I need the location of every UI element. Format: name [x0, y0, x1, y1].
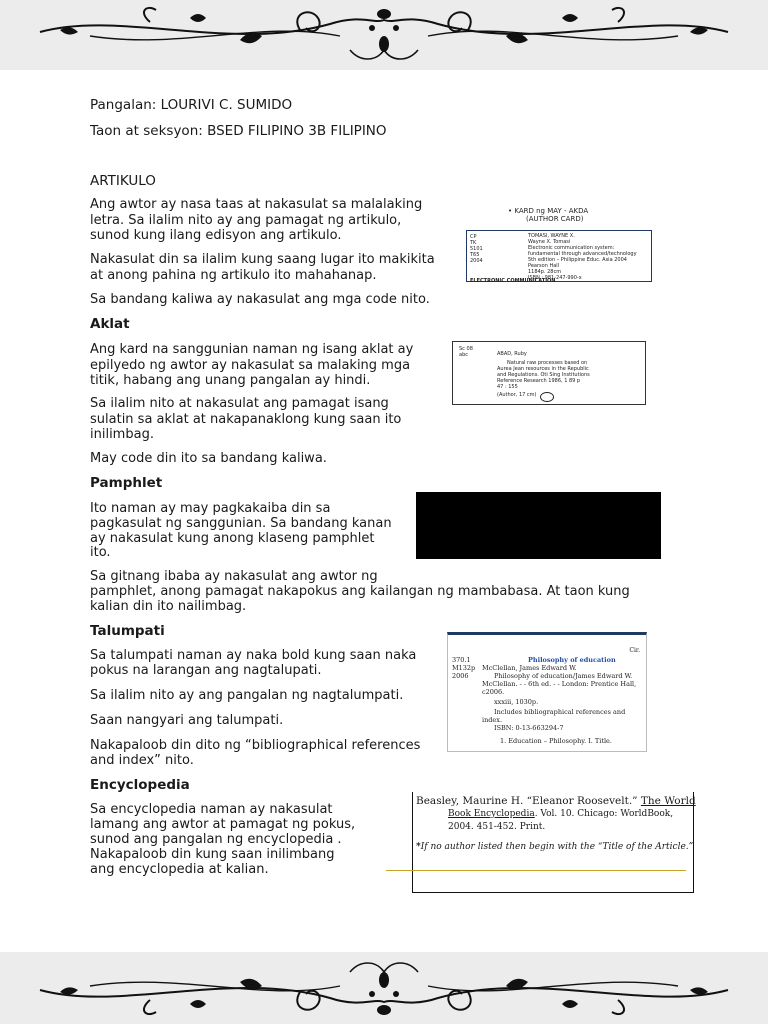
- card-line: Philosophy of education/James Edward W.: [494, 672, 633, 680]
- card-code: TK: [470, 240, 477, 246]
- pamphlet-line: Ito naman ay may pagkakaiba din sa: [90, 501, 331, 516]
- citation-author-title: Beasley, Maurine H. “Eleanor Roosevelt.”: [416, 795, 638, 807]
- encyclopedia-line: ang encyclopedia at kalian.: [90, 862, 269, 877]
- author-card-subtitle: (AUTHOR CARD): [526, 215, 584, 223]
- card-cir: Cir.: [629, 647, 640, 654]
- flourish-ornament-icon: [0, 0, 768, 70]
- artikulo-line: at anong pahina ng artikulo ito mahahanap.: [90, 267, 377, 283]
- card-code: 370.1: [452, 656, 471, 664]
- artikulo-line: letra. Sa ilalim nito ay ang pamagat ng artikulo,: [90, 212, 402, 228]
- encyclopedia-line: Sa encyclopedia naman ay nakasulat: [90, 802, 333, 817]
- card-line: 1. Education – Philosophy. I. Title.: [500, 737, 612, 745]
- note-text: If no author listed then begin with the “Title of the Article.”: [420, 842, 694, 852]
- card-line: ISBN : 981-247-990-x: [528, 275, 582, 281]
- artikulo-line: Nakasulat din sa ilalim kung saang lugar ito makikita: [90, 252, 435, 267]
- citation-year-pages: 2004. 451-452. Print.: [448, 822, 546, 832]
- aklat-line: inilimbag.: [90, 427, 154, 442]
- artikulo-heading: ARTIKULO: [90, 173, 156, 189]
- aklat-heading: Aklat: [90, 316, 130, 332]
- card-line: 1184p. 28cm: [528, 269, 562, 275]
- artikulo-line: sunod kung ilang edisyon ang artikulo.: [90, 228, 342, 243]
- card-line: index.: [482, 716, 503, 724]
- card-note: (Author, 17 cm): [497, 392, 537, 398]
- card-code: 5101: [470, 246, 483, 252]
- talumpati-line: Saan nangyari ang talumpati.: [90, 713, 284, 728]
- card-line: ISBN: 0-13-663294-7: [494, 724, 564, 732]
- aklat-line: Sa ilalim nito at nakasulat ang pamagat isang: [90, 396, 389, 411]
- pamphlet-line: pagkasulat ng sanggunian. Sa bandang kanan: [90, 516, 392, 531]
- talumpati-line: Sa ilalim nito ay ang pangalan ng nagtalumpati.: [90, 688, 404, 703]
- talumpati-line: and index” nito.: [90, 753, 194, 768]
- encyclopedia-heading: Encyclopedia: [90, 777, 190, 793]
- card-line: and Regulations. Oti Sing Institutions: [497, 372, 590, 378]
- card-code: M132p: [452, 664, 476, 672]
- author-card-title: • KARD ng MAY - AKDA: [508, 207, 589, 215]
- pamphlet-heading: Pamphlet: [90, 475, 163, 491]
- card-author: ABAD, Ruby: [497, 351, 527, 357]
- book-card-image: [452, 341, 646, 405]
- pamphlet-line: Sa gitnang ibaba ay nakasulat ang awtor ng: [90, 569, 378, 584]
- card-line: Wayne X. Tomasi: [528, 239, 571, 245]
- card-hole-icon: [540, 392, 554, 402]
- encyclopedia-citation-line2: [448, 809, 673, 819]
- aklat-line: titik, habang ang unang pangalan ay hindi.: [90, 373, 371, 388]
- card-line: fundamental through advanced/technology: [528, 251, 637, 257]
- encyclopedia-line: sunod ang pangalan ng encyclopedia .: [90, 832, 342, 847]
- speech-card-image: [447, 632, 647, 752]
- aklat-line: sulatin sa aklat at nakapanaklong kung saan ito: [90, 411, 402, 427]
- pamphlet-line: kalian din ito nailimbag.: [90, 599, 247, 614]
- flourish-ornament-icon: [0, 952, 768, 1024]
- card-line: 47 : 155: [497, 384, 518, 390]
- talumpati-heading: Talumpati: [90, 623, 165, 639]
- card-line: Pearson Hall: [528, 263, 560, 269]
- citation-encyclopedia-name: Book Encyclopedia: [448, 809, 535, 819]
- artikulo-line: Ang awtor ay nasa taas at nakasulat sa malalaking: [90, 197, 423, 212]
- card-code: Sc 08: [459, 346, 473, 352]
- encyclopedia-line: lamang ang awtor at pamagat ng pokus,: [90, 817, 356, 832]
- aklat-line: epilyedo ng awtor ay nakasulat sa malaking mga: [90, 357, 411, 373]
- card-code: CP: [470, 234, 477, 240]
- artikulo-line: Sa bandang kaliwa ay nakasulat ang mga code nito.: [90, 292, 430, 307]
- pamphlet-image-placeholder: [416, 492, 661, 559]
- card-title: Philosophy of education: [528, 656, 616, 664]
- aklat-line: Ang kard na sanggunian naman ng isang aklat ay: [90, 342, 414, 357]
- talumpati-line: Sa talumpati naman ay naka bold kung saan naka: [90, 648, 417, 663]
- card-footer: ELECTRONIC COMMUNICATION: [470, 278, 556, 284]
- bottom-ornament-band: [0, 952, 768, 1024]
- card-code: 2004: [470, 258, 483, 264]
- talumpati-line: pokus na larangan ang nagtalupati.: [90, 663, 322, 678]
- card-line: c2006.: [482, 688, 505, 696]
- note-star: *: [416, 842, 421, 852]
- author-card-image: [464, 204, 654, 284]
- card-code: abc: [459, 352, 468, 358]
- section-line: Taon at seksyon: BSED FILIPINO 3B FILIPINO: [90, 123, 387, 139]
- card-code: T65: [470, 252, 480, 258]
- gold-divider: [386, 870, 686, 871]
- citation-work-title: The World: [640, 795, 696, 807]
- pamphlet-line: ay nakasulat kung anong klaseng pamphlet: [90, 531, 375, 546]
- card-line: Aurea Jean resources in the Republic: [497, 366, 589, 372]
- pamphlet-line: pamphlet, anong pamagat nakapokus ang kailangan ng mambabasa. At taon kung: [90, 584, 630, 599]
- card-line: Natural raw processes based on: [507, 360, 588, 366]
- card-line: 5th edition – Philippine Educ. Asia 2004: [528, 257, 627, 263]
- citation-publication: . Vol. 10. Chicago: WorldBook,: [534, 809, 674, 819]
- card-line: Electronic communication system:: [528, 245, 615, 251]
- talumpati-line: Nakapaloob din dito ng “bibliographical references: [90, 738, 421, 753]
- card-line: TOMASI, WAYNE X.: [528, 233, 575, 239]
- card-code: 2006: [452, 672, 469, 680]
- card-line: McClellan. - - 6th ed. - - London: Prentice Hall,: [482, 680, 637, 688]
- name-line: Pangalan: LOURIVI C. SUMIDO: [90, 97, 293, 113]
- encyclopedia-citation-line1: [416, 795, 696, 807]
- card-line: Reference Research 1986, 1 89 p: [497, 378, 581, 384]
- card-line: McClellan, James Edward W.: [482, 664, 577, 672]
- encyclopedia-card-image: [386, 792, 704, 894]
- encyclopedia-line: Nakapaloob din kung saan inilimbang: [90, 847, 335, 862]
- card-line: xxxiii, 1030p.: [494, 698, 539, 706]
- pamphlet-line: ito.: [90, 545, 111, 560]
- encyclopedia-note: [416, 842, 693, 852]
- aklat-line: May code din ito sa bandang kaliwa.: [90, 451, 327, 466]
- top-ornament-band: [0, 0, 768, 70]
- card-line: Includes bibliographical references and: [494, 708, 626, 716]
